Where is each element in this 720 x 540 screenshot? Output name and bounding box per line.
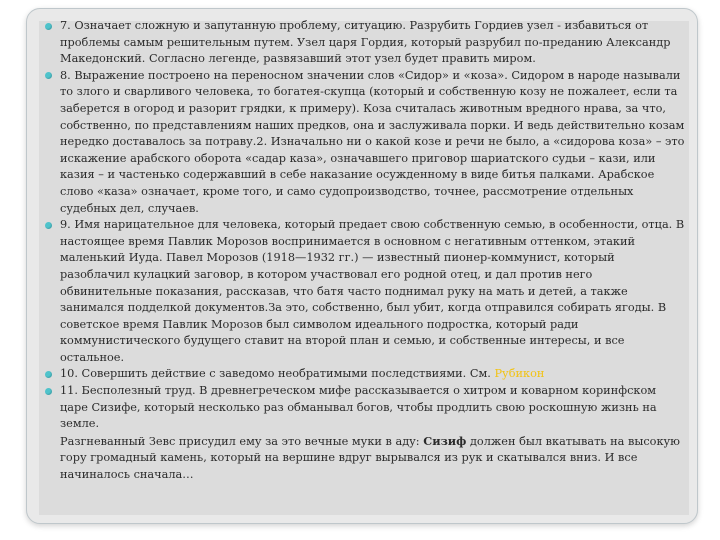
bullet-icon [45,388,52,395]
list-item-9 [45,217,685,366]
list-item-7 [45,18,685,68]
bullet-icon [45,222,52,229]
list-item-10 [45,366,685,383]
item-9-text: 9. Имя нарицательное для человека, который предает свою собственную семью, в особенности, отца. В настоящее время Павлик Морозов воспринимается в основном с негативным оттенком, этакий маленький Иуда. Павел Морозов (1918—1932 гг.) — известный пионер-коммунист, который разоблачил кулацкий заговор, в котором участвовал его родной отец, и дал против него обвинительные показания, рассказав, что батя часто поднимал руку на мать и детей, а также занимался подделкой документов.За это, собственно, был убит, когда отправился собирать ягоды. В советское время Павлик Морозов был символом идеального подростка, который ради коммунистического будущего ставит на второй план и семью, и собственные интересы, и все остальное. [60,218,685,364]
rubicon-link[interactable]: Рубикон [494,367,545,381]
item-10-text: 10. Совершить действие с заведомо необратимыми последствиями. См. [60,367,491,381]
bullet-icon [45,23,52,30]
item-7-text: 7. Означает сложную и запутанную проблему, ситуацию. Разрубить Гордиев узел - избавиться от проблемы самым решительным путем. Узел царя Гордия, который разрубил по-преданию Александр Македонский. Согласно легенде, развязавший этот узел будет править миром. [60,19,671,66]
bullet-icon [45,72,52,79]
item-8-text: 8. Выражение построено на переносном значении слов «Сидор» и «коза». Сидором в народе называли то злого и сварливого человека, то богатея-скупца (который и собственную козу не пожалеет, если та заберется в огород и разорит грядки, к примеру). Коза считалась животным вредного нрава, за что, собственно, по представлениям наших предков, она и заслуживала порки. И ведь действительно козам нередко доставалось за потраву.2. Изначально ни о какой козе и речи не было, а «сидорова коза» – это искажение арабского оборота «садар каза», означавшего приговор шариатского судьи – кази, или казия – и частенько содержавший в себе наказание осужденному в виде битья палками. Арабское слово «каза» означает, кроме того, и само судопроизводство, точнее, рассмотрение отдельных судебных дел, случаев. [60,68,685,215]
item-11-text-3: должен был вкатывать на высокую гору громадный камень, который на вершине вдруг вырывался из рук и скатывался вниз. И все начиналось сначала… [60,434,681,482]
item-11-text: 11. Бесполезный труд. В древнегреческом мифе рассказывается о хитром и коварном коринфском царе Сизифе, который несколько раз обманывал богов, чтобы продлить свою роскошную жизнь на земле. [60,384,657,431]
list-item-11 [45,383,685,484]
sisyphus-bold: Сизиф [423,433,467,448]
answer-list [45,18,685,484]
list-item-8 [45,68,685,217]
bullet-icon [45,371,52,378]
item-11-text-2: Разгневанный Зевс присудил ему за это вечные муки в аду: [60,434,420,448]
